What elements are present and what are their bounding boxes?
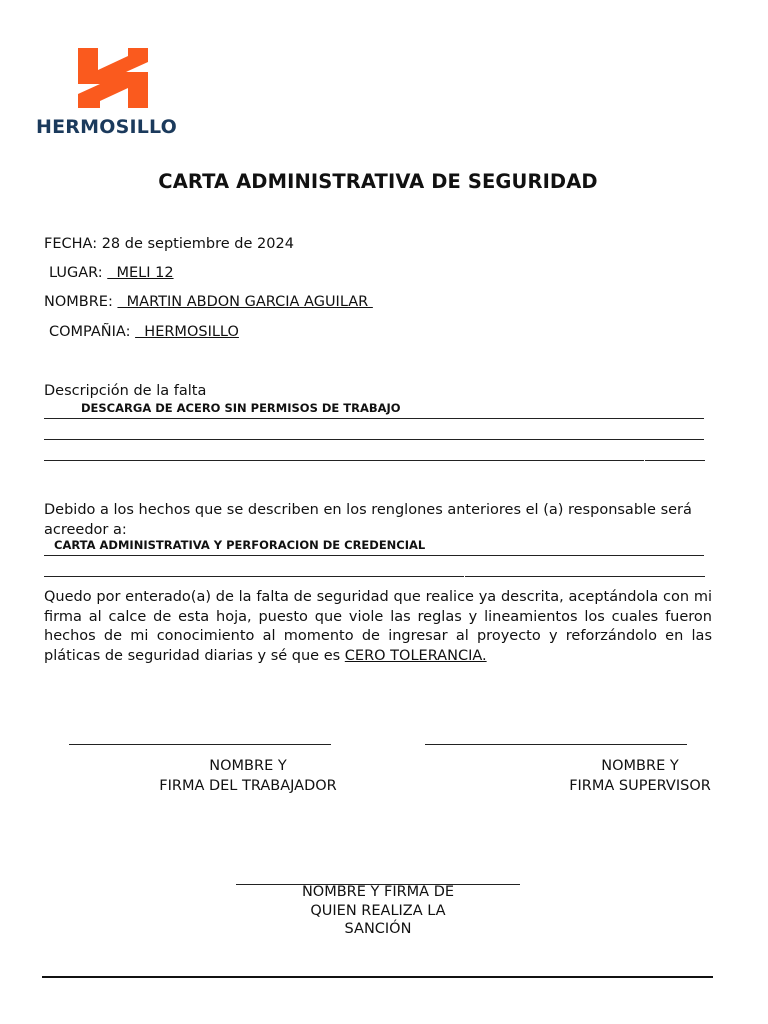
sancion-line-2b xyxy=(465,576,705,577)
hermosillo-logo-icon xyxy=(76,46,152,110)
fecha-field: FECHA: 28 de septiembre de 2024 xyxy=(44,236,294,252)
sancion-value: CARTA ADMINISTRATIVA Y PERFORACION DE CREDENCIAL xyxy=(54,538,426,552)
company-logo-text: HERMOSILLO xyxy=(36,116,178,138)
conformidad-paragraph xyxy=(44,588,712,666)
sancion-line-1 xyxy=(44,555,704,556)
compania-field xyxy=(49,324,239,340)
compania-label: COMPAÑIA: xyxy=(49,324,131,340)
firma-trabajador-label xyxy=(128,756,368,796)
lugar-label: LUGAR: xyxy=(49,265,103,281)
falta-label: Descripción de la falta xyxy=(44,383,207,399)
firma-trabajador-line xyxy=(69,744,331,745)
firma-sancionador-line2: QUIEN REALIZA LA xyxy=(310,902,446,919)
falta-line-3a xyxy=(44,460,644,461)
falta-line-1 xyxy=(44,418,704,419)
sancion-line-2a xyxy=(44,576,464,577)
firma-supervisor-line1: NOMBRE Y xyxy=(601,758,679,774)
footer-rule xyxy=(42,976,713,978)
falta-line-2 xyxy=(44,439,704,440)
firma-sancionador-label xyxy=(258,883,498,939)
nombre-value: MARTIN ABDON GARCIA AGUILAR xyxy=(117,294,373,310)
sancion-intro: Debido a los hechos que se describen en los renglones anteriores el (a) responsable será acreedor a: xyxy=(44,502,692,538)
compania-value: HERMOSILLO xyxy=(135,324,239,340)
firma-trabajador-line2: FIRMA DEL TRABAJADOR xyxy=(159,778,337,794)
conformidad-text: Quedo por enterado(a) de la falta de seguridad que realice ya descrita, aceptándola con mi firma al calce de esta hoja, puesto que viole las reglas y lineamientos los cuales fueron hechos de mi conocimiento al momento de ingresar al proyecto y reforzándolo en las pláticas de seguridad diarias y sé que es xyxy=(44,589,712,664)
nombre-label: NOMBRE: xyxy=(44,294,113,310)
cero-tolerancia-text: CERO TOLERANCIA. xyxy=(344,647,487,664)
firma-sancionador-line1: NOMBRE Y FIRMA DE xyxy=(301,884,455,900)
lugar-field xyxy=(49,265,174,281)
falta-line-3b xyxy=(645,460,705,461)
firma-sancionador-line3: SANCIÓN xyxy=(344,921,412,937)
firma-trabajador-line1: NOMBRE Y xyxy=(209,758,287,774)
lugar-value: MELI 12 xyxy=(107,265,174,281)
falta-value: DESCARGA DE ACERO SIN PERMISOS DE TRABAJO xyxy=(81,401,401,415)
nombre-field xyxy=(44,294,373,310)
firma-supervisor-line2: FIRMA SUPERVISOR xyxy=(569,778,711,794)
firma-supervisor-line xyxy=(425,744,687,745)
firma-supervisor-label xyxy=(540,756,740,796)
document-title: CARTA ADMINISTRATIVA DE SEGURIDAD xyxy=(158,170,598,193)
